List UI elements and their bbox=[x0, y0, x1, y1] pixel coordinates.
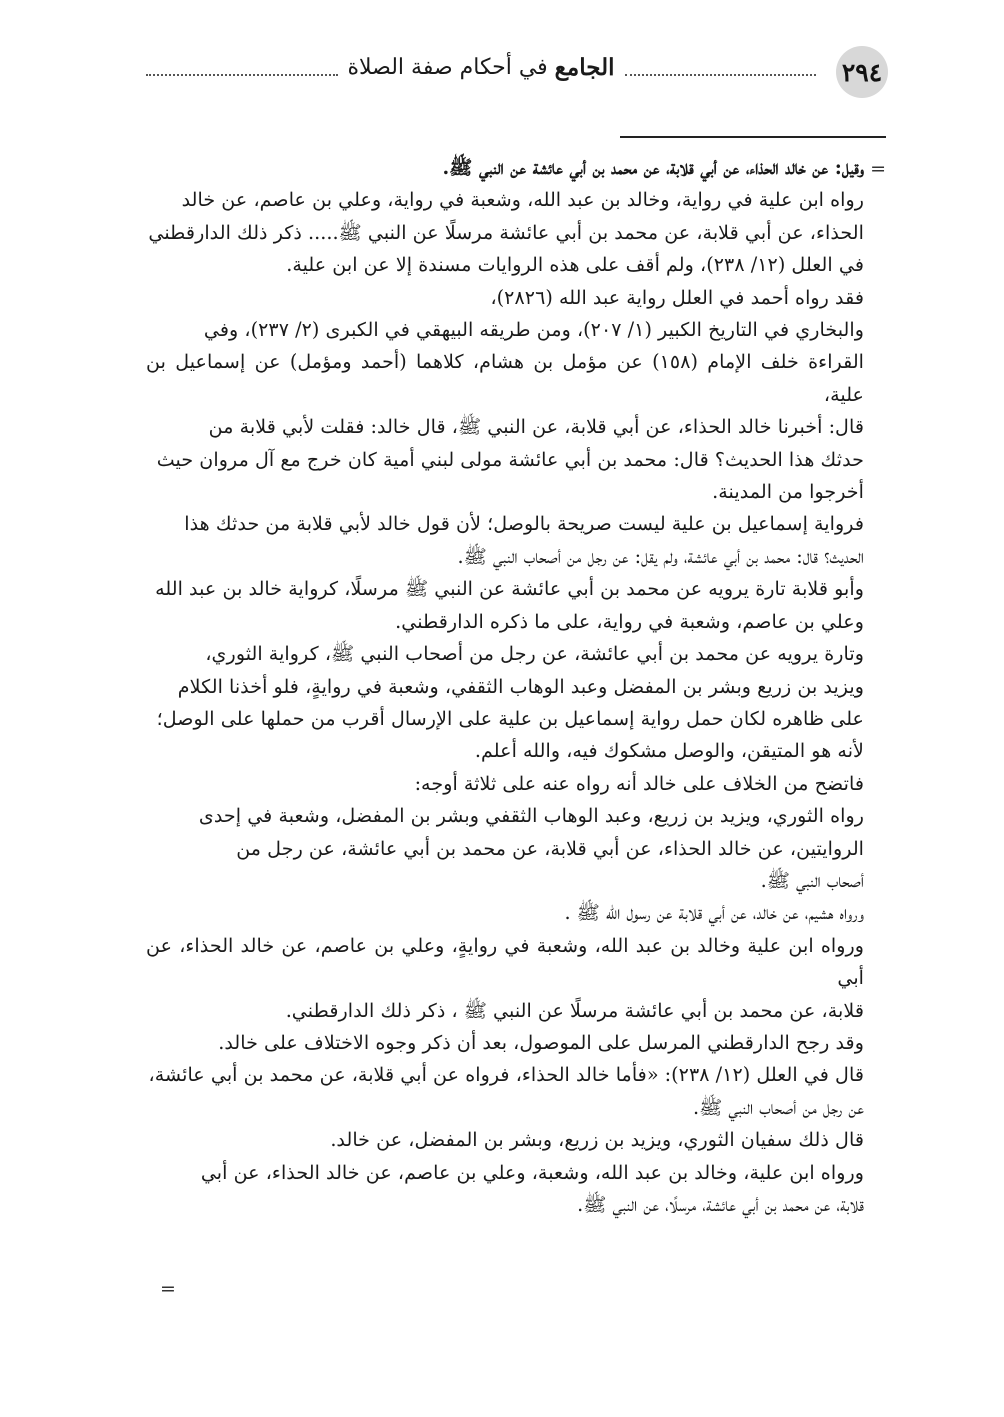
text-line: فقد رواه أحمد في العلل رواية عبد الله (٢٨٢٦)، bbox=[490, 285, 864, 309]
text-line: وقيل: عن خالد الحذاء، عن أبي قلابة، عن محمد بن أبي عائشة عن النبي ﷺ. bbox=[442, 156, 864, 179]
text-line: ورواه ابن علية، وخالد بن عبد الله، وشعبة، وعلي بن عاصم، عن خالد الحذاء، عن أبي bbox=[200, 1160, 864, 1184]
book-title-main: الجامع bbox=[554, 54, 615, 81]
text-line: قلابة، عن محمد بن أبي عائشة، مرسلًا، عن النبي ﷺ. bbox=[577, 1193, 864, 1216]
text-line: في العلل (١٢/ ٢٣٨)، ولم أقف على هذه الروايات مسندة إلا عن ابن علية. bbox=[286, 253, 864, 277]
text-line: الروايتين، عن خالد الحذاء، عن أبي قلابة، عن محمد بن أبي عائشة، عن رجل من bbox=[236, 836, 864, 860]
text-line: قال في العلل (١٢/ ٢٣٨): «فأما خالد الحذاء، فرواه عن أبي قلابة، عن محمد بن أبي عائشة، bbox=[148, 1063, 864, 1087]
text-line: الحذاء، عن أبي قلابة، عن محمد بن أبي عائشة مرسلًا عن النبي ﷺ..... ذكر ذلك الدارقطني bbox=[148, 220, 864, 244]
text-line: قال ذلك سفيان الثوري، ويزيد بن زريع، وبشر بن المفضل، عن خالد. bbox=[330, 1128, 864, 1152]
text-line: وتارة يرويه عن محمد بن أبي عائشة، عن رجل من أصحاب النبي ﷺ، كرواية الثوري، bbox=[205, 642, 864, 666]
text-line: وقد رجح الدارقطني المرسل على الموصول، بعد أن ذكر وجوه الاختلاف على خالد. bbox=[218, 1030, 864, 1054]
text-line: القراءة خلف الإمام (١٥٨) عن مؤمل بن هشام، كلاهما (أحمد ومؤمل) عن إسماعيل بن علية، bbox=[146, 350, 865, 406]
page-number: ٢٩٤ bbox=[836, 46, 888, 98]
text-line: وأبو قلابة تارة يرويه عن محمد بن أبي عائشة عن النبي ﷺ مرسلًا، كرواية خالد بن عبد الله bbox=[155, 577, 864, 601]
text-line: ورواه هشيم، عن خالد، عن أبي قلابة عن رسول الله ﷺ . bbox=[564, 901, 864, 925]
text-line: لأنه هو المتيقن، والوصل مشكوك فيه، والله أعلم. bbox=[474, 739, 864, 763]
running-header bbox=[146, 54, 826, 81]
text-line: فرواية إسماعيل بن علية ليست صريحة بالوصل؛ لأن قول خالد لأبي قلابة من حدثك هذا bbox=[184, 512, 864, 536]
text-line: أخرجوا من المدينة. bbox=[712, 480, 864, 504]
text-line: ورواه ابن علية وخالد بن عبد الله، وشعبة في روايةٍ، وعلي بن عاصم، عن خالد الحذاء، عن أبي bbox=[146, 933, 864, 990]
text-line: رواه ابن علية في رواية، وخالد بن عبد الله، وشعبة في رواية، وعلي بن عاصم، عن خالد bbox=[181, 188, 864, 212]
text-line: وعلي بن عاصم، وشعبة في رواية، على ما ذكره الدارقطني. bbox=[395, 609, 864, 633]
text-line: فاتضح من الخلاف على خالد أنه رواه عنه على ثلاثة أوجه: bbox=[414, 771, 864, 795]
continuation-mark-end: = bbox=[160, 1278, 176, 1300]
text-line: رواه الثوري، ويزيد بن زريع، وعبد الوهاب الثقفي وبشر بن المفضل، وشعبة في إحدى bbox=[198, 804, 864, 828]
header-dots-right bbox=[625, 60, 817, 76]
text-line: الحديث؟ قال: محمد بن أبي عائشة، ولم يقل: عن رجل من أصحاب النبي ﷺ. bbox=[457, 544, 864, 568]
footnote-body bbox=[146, 152, 864, 1221]
footnote-rule bbox=[620, 136, 886, 138]
text-line: قال: أخبرنا خالد الحذاء، عن أبي قلابة، عن النبي ﷺ، قال خالد: فقلت لأبي قلابة من bbox=[208, 415, 864, 439]
header-dots-left bbox=[146, 60, 338, 76]
book-title-rest: في أحكام صفة الصلاة bbox=[347, 55, 555, 80]
text-line: عن رجل من أصحاب النبي ﷺ. bbox=[693, 1095, 864, 1119]
text-line: على ظاهره لكان حمل رواية إسماعيل بن علية على الإرسال أقرب من حملها على الوصل؛ bbox=[156, 706, 864, 730]
text-line: قلابة، عن محمد بن أبي عائشة مرسلًا عن النبي ﷺ ، ذكر ذلك الدارقطني. bbox=[285, 998, 864, 1022]
text-line: أصحاب النبي ﷺ. bbox=[760, 868, 864, 892]
text-line: والبخاري في التاريخ الكبير (١/ ٢٠٧)، ومن طريقه البيهقي في الكبرى (٢/ ٢٣٧)، وفي bbox=[203, 318, 864, 342]
text-line: حدثك هذا الحديث؟ قال: محمد بن أبي عائشة مولى لبني أمية كان خرج مع آل مروان حيث bbox=[156, 447, 864, 471]
continuation-mark-start: = bbox=[870, 158, 886, 180]
text-line: ويزيد بن زريع وبشر بن المفضل وعبد الوهاب الثقفي، وشعبة في روايةٍ، فلو أخذنا الكلام bbox=[177, 674, 864, 698]
